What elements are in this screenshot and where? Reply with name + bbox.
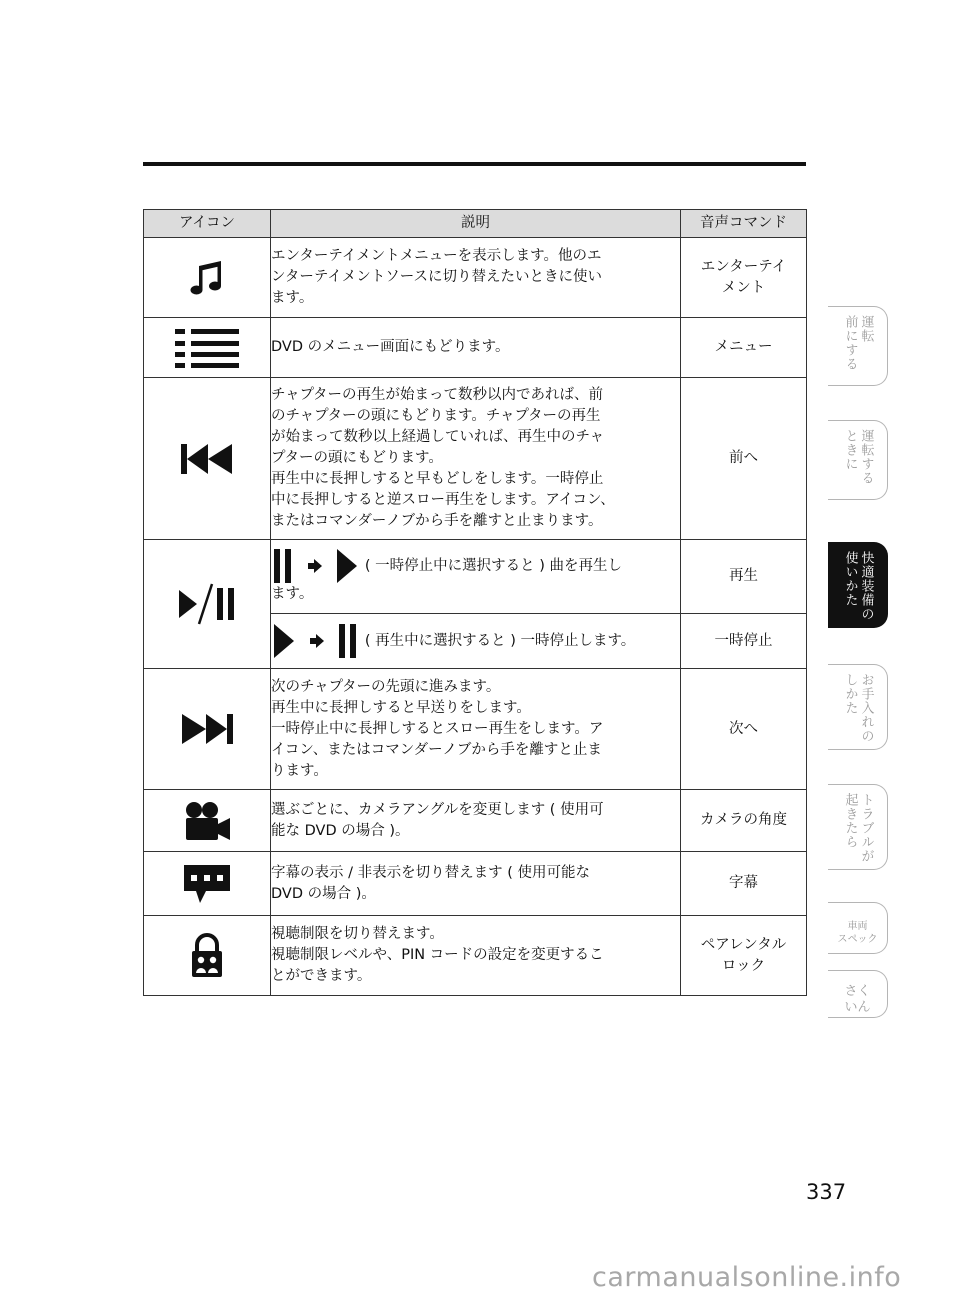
voice-command-cell: カメラの角度 [681, 790, 807, 852]
camera-angle-icon[interactable] [182, 800, 232, 842]
icon-cell [144, 378, 271, 540]
description-cell: 視聴制限を切り替えます。 視聴制限レベルや、PIN コードの設定を変更するこ とができます。 [271, 916, 681, 996]
music-note-icon[interactable] [187, 258, 227, 298]
play-pause-icon[interactable] [177, 582, 237, 626]
header-icon: アイコン [144, 210, 271, 238]
parental-lock-icon[interactable] [187, 933, 227, 979]
icon-cell [144, 790, 271, 852]
tab-comfort-features[interactable]: 快適装備の 使いかた [828, 542, 888, 628]
tab-index[interactable]: さく いん [828, 970, 888, 1018]
table-row [144, 238, 807, 318]
table-row [144, 852, 807, 916]
pause-symbol-icon [273, 548, 293, 584]
table-header-row [144, 210, 807, 238]
icon-cell [144, 540, 271, 669]
voice-command-cell: 前へ [681, 378, 807, 540]
arrow-right-icon [308, 559, 322, 573]
voice-command-cell: 一時停止 [681, 614, 807, 669]
table-row [144, 916, 807, 996]
skip-previous-icon[interactable] [180, 442, 234, 476]
description-cell: 字幕の表示 / 非表示を切り替えます ( 使用可能な DVD の場合 )。 [271, 852, 681, 916]
description-cell: エンターテイメントメニューを表示します。他のエ ンターテイメントソースに切り替えたいときに使い ます。 [271, 238, 681, 318]
icon-cell [144, 916, 271, 996]
play-symbol-icon [273, 623, 295, 659]
top-rule [143, 162, 806, 166]
voice-command-table [143, 209, 807, 996]
skip-next-icon[interactable] [180, 712, 234, 746]
description-cell: 選ぶごとに、カメラアングルを変更します ( 使用可 能な DVD の場合 )。 [271, 790, 681, 852]
voice-command-cell: 字幕 [681, 852, 807, 916]
tab-maintenance[interactable]: お手入れの しかた [828, 664, 888, 750]
description-cell: ( 一時停止中に選択すると ) 曲を再生し ます。 [271, 540, 681, 614]
table-row [144, 669, 807, 790]
voice-command-cell: 再生 [681, 540, 807, 614]
voice-command-cell: エンターテイ メント [681, 238, 807, 318]
header-voice-command: 音声コマンド [681, 210, 807, 238]
menu-list-icon[interactable] [173, 327, 241, 369]
tab-before-driving[interactable]: 運転 前にする [828, 306, 888, 386]
tab-troubleshooting[interactable]: トラブルが 起きたら [828, 784, 888, 870]
icon-cell [144, 852, 271, 916]
watermark: carmanualsonline.info [592, 1262, 902, 1293]
subtitle-icon[interactable] [182, 863, 232, 905]
voice-command-cell: ペアレンタル ロック [681, 916, 807, 996]
description-cell: DVD のメニュー画面にもどります。 [271, 318, 681, 378]
voice-command-cell: 次へ [681, 669, 807, 790]
description-cell: 次のチャプターの先頭に進みます。 再生中に長押しすると早送りをします。 一時停止中に長押しするとスロー再生をします。ア イコン、またはコマンダーノブから手を離すと止ま ります。 [271, 669, 681, 790]
description-cell: ( 再生中に選択すると ) 一時停止します。 [271, 614, 681, 669]
icon-cell [144, 318, 271, 378]
table-row [144, 540, 807, 614]
icon-cell [144, 238, 271, 318]
table-row [144, 790, 807, 852]
icon-cell [144, 669, 271, 790]
header-description: 説明 [271, 210, 681, 238]
table-row [144, 378, 807, 540]
arrow-right-icon [310, 634, 324, 648]
tab-while-driving[interactable]: 運転する ときに [828, 420, 888, 500]
pause-symbol-icon [338, 623, 358, 659]
play-symbol-icon [336, 548, 358, 584]
table-row [144, 318, 807, 378]
tab-specifications[interactable]: 車両 スペック [828, 902, 888, 954]
description-cell: チャプターの再生が始まって数秒以内であれば、前 のチャプターの頭にもどります。チャプターの再生 が始まって数秒以上経過していれば、再生中のチャ プターの頭にもどります。 再生中に長押しすると早もどしをします。一時停止 中に長押しすると逆スロー再生をします。アイコン、 またはコマンダーノブから手を離すと止まります。 [271, 378, 681, 540]
voice-command-cell: メニュー [681, 318, 807, 378]
page-number: 337 [806, 1180, 847, 1204]
